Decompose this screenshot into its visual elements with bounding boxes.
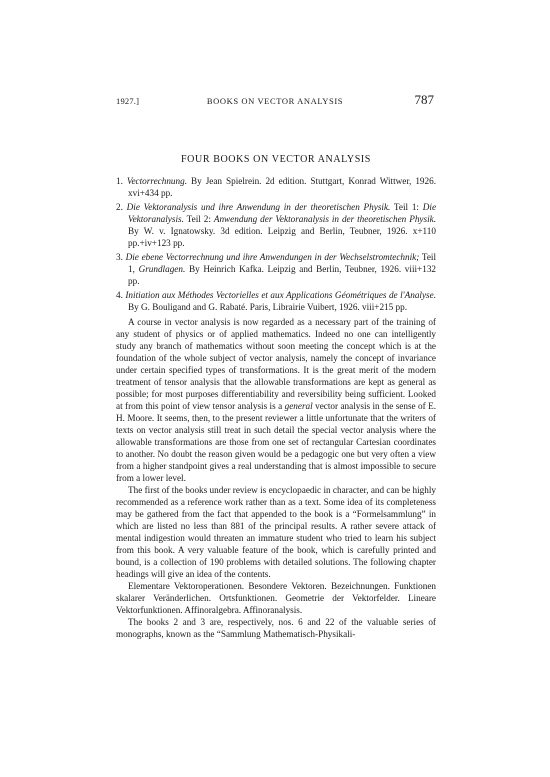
article-body (116, 154, 436, 640)
reference-number: 4. (116, 290, 123, 300)
reference-details: Teil 1, (128, 252, 436, 274)
reference-details: Teil 1: (393, 202, 419, 212)
emphasis: general (284, 401, 313, 411)
paragraph-text: vector analysis in the sense of E. H. Moore. It seems, then, to the present reviewer a little unfortunate that the writers of texts on vector analysis still treat in such detail the special vector analysis where the allowable transformations are those from one set of rectangular Cartesian coordinates to another. No doubt the reason given would be a pedagogic one but very often a view from a higher standpoint gives a real understanding that is almost impossible to secure from a lower level. (116, 401, 437, 483)
reference-details: By Jean Spielrein. 2d edition. Stuttgart, Konrad Wittwer, 1926. xvi+434 pp. (128, 176, 437, 198)
paragraph-text: A course in vector analysis is now regarded as a necessary part of the training of any student of physics or of applied mathematics. Indeed no one can intelligently study any branch of mathematics without soon meeting the concept which is at the foundation of the whole subject of vector analysis, namely the concept of invariance under certain specified types of transformations. It is the great merit of the modern treatment of tensor analysis that the allowable transformations are kept as general as possible; for most purposes differentiability and reversibility being sufficient. Looked at from this point of view tensor analysis is a (116, 317, 436, 411)
header-year: 1927.] (116, 96, 140, 106)
reference-item-1 (116, 175, 436, 199)
reference-title: Initiation aux Méthodes Vectorielles et aux Applications Géométriques de l'Analyse. (125, 290, 437, 300)
running-head (116, 92, 434, 112)
reference-subtitle: Grundlagen. (138, 264, 186, 274)
reference-title: Vectorrechnung. (126, 176, 188, 186)
reference-title: Die ebene Vectorrechnung und ihre Anwendungen in der Wechselstromtechnik; (125, 252, 420, 262)
page-number: 787 (414, 92, 434, 107)
reference-number: 2. (116, 202, 123, 212)
running-title: BOOKS ON VECTOR ANALYSIS (206, 96, 344, 106)
chapter-headings: Elementare Vektoroperationen. Besondere Vektoren. Bezeichnungen. Funktionen skalarer Veränderlichen. Ortsfunktionen. Geometrie der Vektorfelder. Lineare Vektorfunktionen. Affinoralgebra. Affinoranalysis. (116, 581, 436, 615)
reference-number: 3. (116, 252, 123, 262)
paragraph-1 (116, 316, 436, 484)
reference-details: Teil 2: (186, 214, 211, 224)
reference-details: By G. Bouligand and G. Rabaté. Paris, Librairie Vuibert, 1926. viii+215 pp. (128, 302, 408, 312)
reference-item-3 (116, 251, 436, 287)
reference-list (116, 175, 436, 313)
reference-subtitle: Die Vektoranalysis. (128, 202, 437, 224)
reference-title: Die Vektoranalysis und ihre Anwendung in der theoretischen Physik. (126, 202, 391, 212)
reference-details: By Heinrich Kafka. Leipzig and Berlin, Teubner, 1926. viii+132 pp. (128, 264, 437, 286)
paragraph-3: The books 2 and 3 are, respectively, nos. 6 and 22 of the valuable series of monographs, known as the “Sammlung Mathematisch-Physikali- (116, 617, 436, 639)
reference-subtitle: Anwendung der Vektoranalysis in der theoretischen Physik. (213, 214, 436, 224)
paragraph-2: The first of the books under review is encyclopaedic in character, and can be highly recommended as a reference work rather than as a text. Some idea of its completeness may be gathered from the fact that appended to the book is a “Formelsammlung” in which are listed no less than 881 of the principal results. A rather severe attack of mental indigestion would threaten an immature student who tried to learn his subject from this book. A very valuable feature of the book, which is carefully printed and bound, is a collection of 190 problems with detailed solutions. The following chapter headings will give an idea of the contents. (116, 485, 436, 579)
reference-number: 1. (116, 176, 123, 186)
reference-item-2 (116, 201, 436, 249)
reference-details: By W. v. Ignatowsky. 3d edition. Leipzig and Berlin, Teubner, 1926. x+110 pp.+iv+123 pp. (128, 226, 436, 248)
article-title: FOUR BOOKS ON VECTOR ANALYSIS (181, 154, 371, 165)
reference-item-4 (116, 289, 436, 313)
